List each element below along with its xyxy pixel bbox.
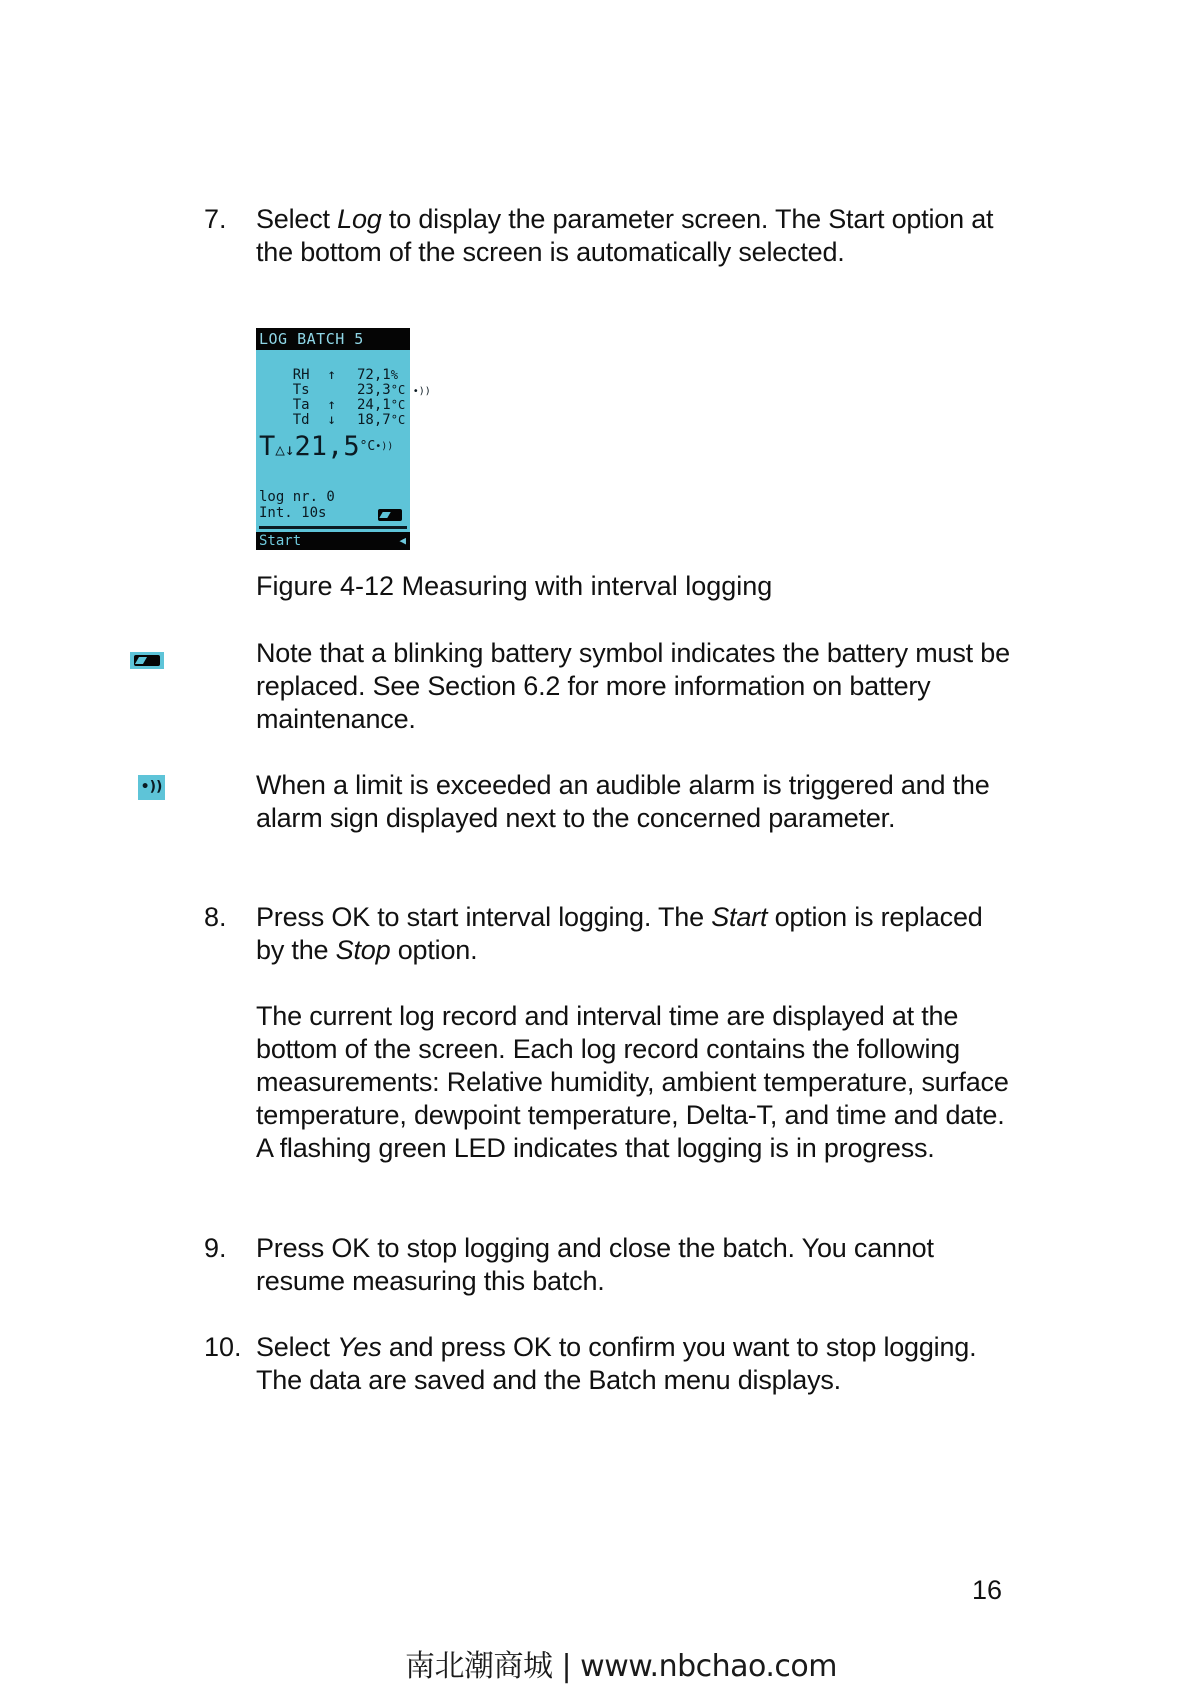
- step-text-segment: Select: [256, 204, 338, 234]
- emphasized-term: Start: [711, 902, 768, 932]
- step-text-segment: Select: [256, 1332, 338, 1362]
- up-arrow-icon: ↑: [327, 367, 336, 383]
- lcd-row-td: Td ↓ 18,7°C: [292, 412, 406, 428]
- lcd-row-rh: RH ↑ 72,1%: [292, 367, 398, 383]
- battery-low-icon: [130, 652, 164, 669]
- alarm-note: When a limit is exceeded an audible alarm is triggered and the alarm sign displayed next to the concerned parameter.: [256, 770, 990, 833]
- watermark-footer: 南北潮商城 | www.nbchao.com: [405, 1649, 837, 1684]
- up-arrow-icon: ↑: [327, 397, 336, 413]
- step-number: 7.: [204, 204, 227, 234]
- alarm-sound-icon: •)): [138, 775, 165, 800]
- emphasized-term: Log: [337, 204, 382, 234]
- caret-left-icon: ◀: [399, 534, 406, 547]
- page-number: 16: [971, 1575, 1002, 1605]
- lcd-row-ts: Ts 23,3°C •)): [292, 382, 431, 398]
- step-text-segment: to display the parameter screen. The Start option at the bottom of the screen is automatically selected.: [256, 204, 994, 267]
- step-text-segment: and press OK to confirm you want to stop logging. The data are saved and the Batch menu displays.: [256, 1332, 977, 1395]
- lcd-delta-t: $T\triangle↓21,5^{^\circ C•))}$: [259, 431, 394, 462]
- step-10-text: [256, 1331, 1016, 1397]
- down-arrow-icon: ↓: [284, 440, 295, 459]
- lcd-log-nr: log nr. 0: [259, 489, 335, 505]
- step-text-segment: option.: [390, 935, 478, 965]
- lcd-row-ta: Ta ↑ 24,1°C: [292, 397, 406, 413]
- delta-icon: △: [275, 440, 285, 459]
- step-text-segment: option is replaced by the: [256, 902, 983, 965]
- lcd-option-bar: [256, 532, 410, 550]
- step-text-segment: Press OK to stop logging and close the batch. You cannot resume measuring this batch.: [256, 1233, 934, 1296]
- battery-icon: [378, 509, 402, 521]
- step-number: 9.: [204, 1233, 227, 1263]
- step-number: 8.: [204, 902, 227, 932]
- lcd-separator: [259, 526, 407, 529]
- lcd-option-start: Start: [259, 533, 302, 549]
- down-arrow-icon: ↓: [327, 412, 336, 428]
- emphasized-term: Stop: [335, 935, 391, 965]
- emphasized-term: Yes: [337, 1332, 382, 1362]
- lcd-title: LOG BATCH 5: [256, 328, 410, 350]
- step-8-text: [256, 901, 1016, 967]
- battery-note: Note that a blinking battery symbol indicates the battery must be replaced. See Section 6.2 for more information on battery maintenance.: [256, 638, 1010, 734]
- figure-caption: Figure 4-12 Measuring with interval logging: [256, 571, 773, 601]
- step-8-detail: The current log record and interval time are displayed at the bottom of the screen. Each log record contains the following measurements: Relative humidity, ambient temperature, surface temperature, dewpoint temperature, Delta-T, and time and date. A flashing green LED indicates that logging is in progress.: [256, 1001, 1009, 1163]
- step-7-text: [256, 203, 1016, 269]
- step-9-text: [256, 1232, 1016, 1298]
- lcd-screen-figure: [256, 328, 431, 550]
- step-text-segment: Press OK to start interval logging. The: [256, 902, 712, 932]
- lcd-interval: Int. 10s: [259, 505, 327, 521]
- alarm-icon: •)): [375, 441, 394, 452]
- step-number: 10.: [204, 1332, 242, 1362]
- alarm-icon: •)): [412, 386, 431, 397]
